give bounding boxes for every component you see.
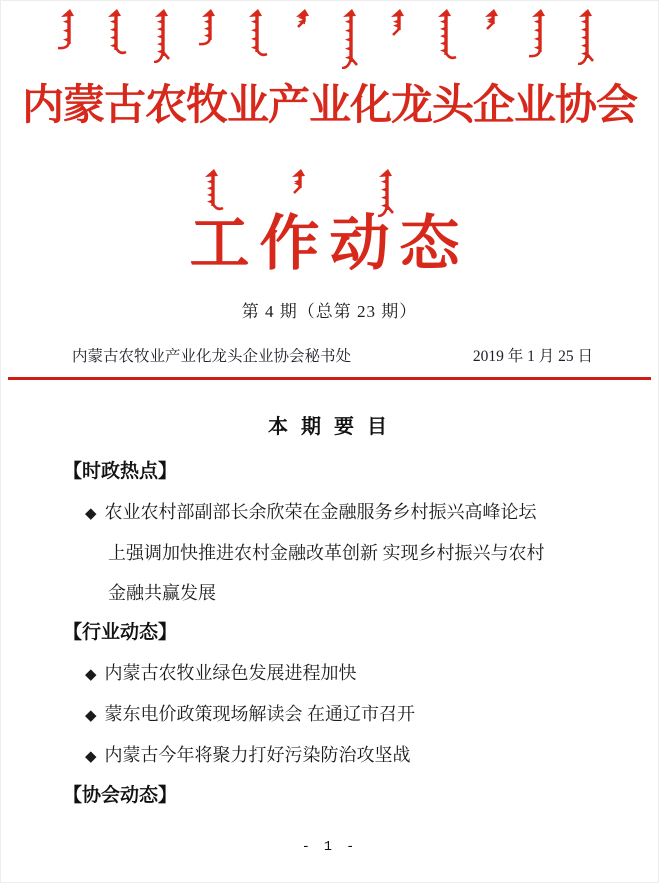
- diamond-bullet-icon: ◆: [85, 504, 97, 522]
- toc-item: [63, 735, 611, 776]
- toc-item-text: 上强调加快推进农村金融改革创新 实现乡村振兴与农村: [108, 543, 545, 563]
- mongolian-glyph: [196, 167, 226, 213]
- bulletin-title: 工作动态: [189, 211, 470, 277]
- association-name-heading: 内蒙古农牧业产业化龙头企业协会: [21, 83, 637, 129]
- mongolian-glyph: [382, 7, 412, 37]
- diamond-bullet-icon: ◆: [85, 747, 97, 765]
- diamond-bullet-icon: ◆: [85, 706, 97, 724]
- mongolian-glyph: [146, 7, 176, 63]
- mongolian-glyph: [193, 7, 223, 47]
- toc-section-heading: 【行业动态】: [63, 622, 178, 643]
- mongolian-glyph: [99, 7, 129, 57]
- toc-title: 本 期 要 目: [268, 416, 391, 438]
- mongolian-glyph: [570, 7, 600, 65]
- toc-item-continuation: [63, 533, 611, 573]
- mongolian-glyph: [476, 7, 506, 31]
- toc-item: [63, 653, 611, 694]
- toc-item-text: 农业农村部副部长余欣荣在金融服务乡村振兴高峰论坛: [104, 502, 537, 522]
- publish-date: 2019 年 1 月 25 日: [472, 348, 593, 365]
- mongolian-glyph: [240, 7, 270, 59]
- mongolian-script-top: [52, 7, 600, 69]
- toc-item: [63, 492, 611, 533]
- page-number: - 1 -: [301, 840, 358, 855]
- publisher-name: 内蒙古农牧业产业化龙头企业协会秘书处: [72, 348, 352, 365]
- toc-section-heading: 【时政热点】: [63, 461, 178, 482]
- mongolian-glyph: [429, 7, 459, 62]
- diamond-bullet-icon: ◆: [85, 665, 97, 683]
- mongolian-glyph: [52, 7, 82, 51]
- publisher-date-line: [72, 344, 593, 366]
- mongolian-glyph: [370, 167, 400, 217]
- divider-rule: [8, 377, 651, 380]
- toc-item-text: 金融共赢发展: [108, 583, 216, 603]
- mongolian-glyph: [287, 7, 317, 29]
- toc-sections: [63, 452, 611, 816]
- toc-item-continuation: [63, 573, 611, 613]
- toc-item: [63, 694, 611, 735]
- toc-item-text: 内蒙古农牧业绿色发展进程加快: [104, 663, 357, 683]
- mongolian-glyph: [283, 167, 313, 195]
- mongolian-glyph: [334, 7, 364, 69]
- mongolian-glyph: [523, 7, 553, 59]
- issue-number: 第 4 期（总第 23 期）: [241, 302, 418, 321]
- toc-item-text: 内蒙古今年将聚力打好污染防治攻坚战: [104, 745, 411, 765]
- mongolian-script-subtitle: [196, 167, 400, 217]
- toc-item-text: 蒙东电价政策现场解读会 在通辽市召开: [104, 704, 416, 724]
- toc-section-heading: 【协会动态】: [63, 785, 178, 806]
